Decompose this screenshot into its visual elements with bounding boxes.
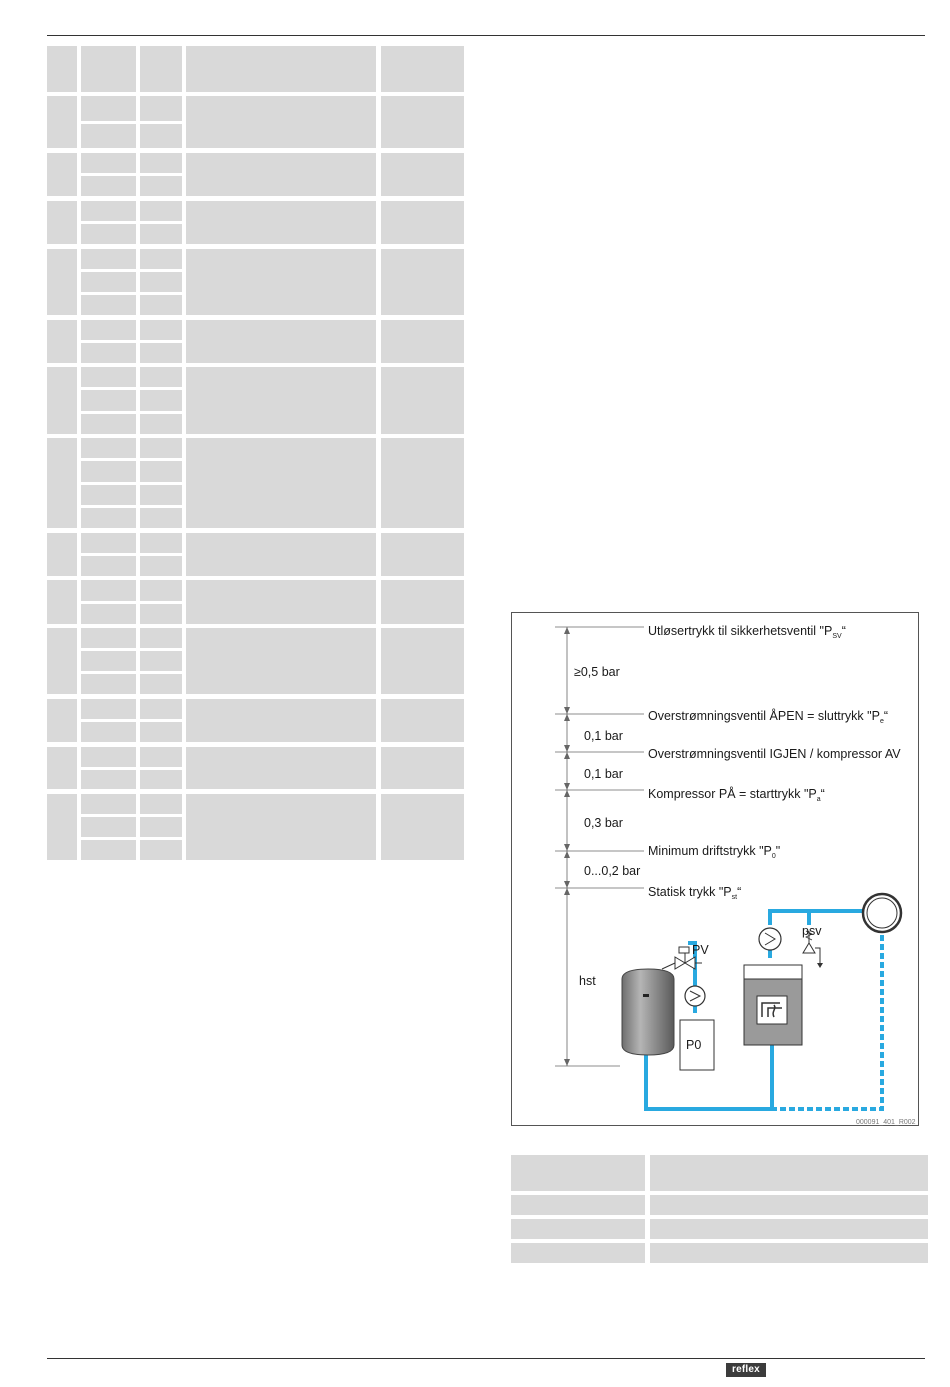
table-group-cell — [47, 794, 77, 860]
table-subrow-cell — [81, 414, 136, 434]
table-subrow-cell — [140, 817, 182, 837]
table-value-cell — [381, 320, 464, 363]
lower-table-header-cell — [650, 1155, 928, 1191]
table-subrow-cell — [140, 508, 182, 528]
table-group-cell — [47, 580, 77, 624]
pressure-diagram — [511, 612, 919, 1126]
label-pv: PV — [692, 943, 709, 957]
label-p0: P0 — [686, 1038, 702, 1052]
table-subrow-cell — [81, 201, 136, 221]
table-subrow-cell — [81, 604, 136, 625]
table-group-cell — [47, 201, 77, 244]
label-static-pressure: Statisk trykk "$P_{st}“$ — [648, 885, 742, 901]
table-subrow-cell — [81, 320, 136, 340]
table-description-cell — [186, 320, 376, 363]
table-group-cell — [47, 699, 77, 742]
table-header-cell — [140, 46, 182, 92]
label-overflow-open: Overstrømningsventil ÅPEN = sluttrykk "$P_e“$ — [648, 709, 889, 725]
table-value-cell — [381, 438, 464, 528]
table-subrow-cell — [140, 604, 182, 625]
table-value-cell — [381, 580, 464, 624]
table-description-cell — [186, 794, 376, 860]
table-value-cell — [381, 153, 464, 196]
table-subrow-cell — [140, 224, 182, 244]
label-gap-2: 0,1 bar — [584, 729, 623, 743]
table-subrow-cell — [140, 124, 182, 149]
table-value-cell — [381, 699, 464, 742]
table-subrow-cell — [81, 840, 136, 860]
table-subrow-cell — [81, 295, 136, 315]
table-description-cell — [186, 367, 376, 434]
table-subrow-cell — [140, 201, 182, 221]
table-subrow-cell — [81, 272, 136, 292]
table-subrow-cell — [140, 414, 182, 434]
table-description-cell — [186, 201, 376, 244]
lower-table-cell — [650, 1195, 928, 1215]
label-min-pressure: Minimum driftstrykk "$P_0$" — [648, 844, 781, 860]
lower-table-cell — [650, 1243, 928, 1263]
table-subrow-cell — [140, 533, 182, 553]
table-value-cell — [381, 367, 464, 434]
table-subrow-cell — [140, 367, 182, 387]
table-subrow-cell — [81, 580, 136, 601]
table-subrow-cell — [81, 747, 136, 767]
table-subrow-cell — [140, 295, 182, 315]
table-subrow-cell — [81, 770, 136, 790]
lower-table-header-cell — [511, 1155, 645, 1191]
label-gap-1: ≥0,5 bar — [574, 665, 620, 679]
table-subrow-cell — [81, 674, 136, 694]
table-value-cell — [381, 201, 464, 244]
table-value-cell — [381, 628, 464, 694]
footer-rule — [47, 1358, 925, 1359]
table-subrow-cell — [140, 272, 182, 292]
table-description-cell — [186, 747, 376, 789]
table-subrow-cell — [140, 390, 182, 410]
table-subrow-cell — [81, 153, 136, 173]
table-header-cell — [47, 46, 77, 92]
table-description-cell — [186, 438, 376, 528]
label-overflow-closed: Overstrømningsventil IGJEN / kompressor AV — [648, 747, 901, 761]
table-group-cell — [47, 747, 77, 789]
table-group-cell — [47, 249, 77, 315]
table-subrow-cell — [140, 176, 182, 196]
label-gap-4: 0,3 bar — [584, 816, 623, 830]
table-group-cell — [47, 533, 77, 576]
label-gap-3: 0,1 bar — [584, 767, 623, 781]
table-subrow-cell — [140, 699, 182, 719]
lower-table-cell — [511, 1195, 645, 1215]
table-group-cell — [47, 438, 77, 528]
table-subrow-cell — [81, 461, 136, 481]
table-subrow-cell — [140, 794, 182, 814]
table-group-cell — [47, 367, 77, 434]
table-subrow-cell — [140, 343, 182, 363]
table-group-cell — [47, 628, 77, 694]
label-compressor-on: Kompressor PÅ = starttrykk "$P_a“$ — [648, 787, 825, 803]
table-description-cell — [186, 628, 376, 694]
lower-table-cell — [650, 1219, 928, 1239]
table-description-cell — [186, 153, 376, 196]
table-description-cell — [186, 533, 376, 576]
table-description-cell — [186, 580, 376, 624]
table-subrow-cell — [140, 249, 182, 269]
lower-table-cell — [511, 1219, 645, 1239]
table-subrow-cell — [81, 533, 136, 553]
table-subrow-cell — [81, 390, 136, 410]
table-subrow-cell — [81, 556, 136, 576]
table-subrow-cell — [81, 817, 136, 837]
table-subrow-cell — [81, 367, 136, 387]
table-subrow-cell — [81, 96, 136, 121]
table-value-cell — [381, 747, 464, 789]
table-subrow-cell — [81, 176, 136, 196]
table-subrow-cell — [140, 628, 182, 648]
table-subrow-cell — [140, 461, 182, 481]
table-subrow-cell — [81, 485, 136, 505]
table-value-cell — [381, 249, 464, 315]
table-subrow-cell — [81, 794, 136, 814]
table-group-cell — [47, 320, 77, 363]
table-subrow-cell — [140, 438, 182, 458]
table-subrow-cell — [140, 651, 182, 671]
table-group-cell — [47, 96, 77, 148]
table-subrow-cell — [140, 320, 182, 340]
table-subrow-cell — [81, 628, 136, 648]
table-subrow-cell — [140, 770, 182, 790]
table-subrow-cell — [140, 674, 182, 694]
table-description-cell — [186, 96, 376, 148]
reflex-logo: reflex — [726, 1363, 766, 1377]
table-subrow-cell — [140, 485, 182, 505]
table-subrow-cell — [81, 508, 136, 528]
table-subrow-cell — [81, 651, 136, 671]
table-value-cell — [381, 794, 464, 860]
pressure-diagram-svg — [512, 613, 918, 1125]
table-header-cell — [381, 46, 464, 92]
table-header-cell — [81, 46, 136, 92]
table-subrow-cell — [81, 224, 136, 244]
table-subrow-cell — [81, 438, 136, 458]
lower-table-cell — [511, 1243, 645, 1263]
table-description-cell — [186, 699, 376, 742]
table-description-cell — [186, 249, 376, 315]
figure-code: 000091_401_R002 — [856, 1119, 916, 1126]
label-gap-5: 0...0,2 bar — [584, 864, 641, 878]
table-subrow-cell — [140, 580, 182, 601]
table-subrow-cell — [81, 343, 136, 363]
table-subrow-cell — [140, 153, 182, 173]
table-subrow-cell — [140, 96, 182, 121]
table-subrow-cell — [140, 556, 182, 576]
table-value-cell — [381, 533, 464, 576]
label-psv: psv — [802, 924, 822, 938]
table-group-cell — [47, 153, 77, 196]
table-subrow-cell — [81, 699, 136, 719]
table-value-cell — [381, 96, 464, 148]
table-subrow-cell — [140, 722, 182, 742]
table-subrow-cell — [81, 722, 136, 742]
table-subrow-cell — [81, 124, 136, 149]
header-rule — [47, 35, 925, 36]
label-release-pressure: Utløsertrykk til sikkerhetsventil "$P_{SV}“$ — [648, 624, 846, 640]
table-subrow-cell — [140, 840, 182, 860]
table-subrow-cell — [81, 249, 136, 269]
table-subrow-cell — [140, 747, 182, 767]
table-header-cell — [186, 46, 376, 92]
label-hst: hst — [579, 974, 596, 988]
